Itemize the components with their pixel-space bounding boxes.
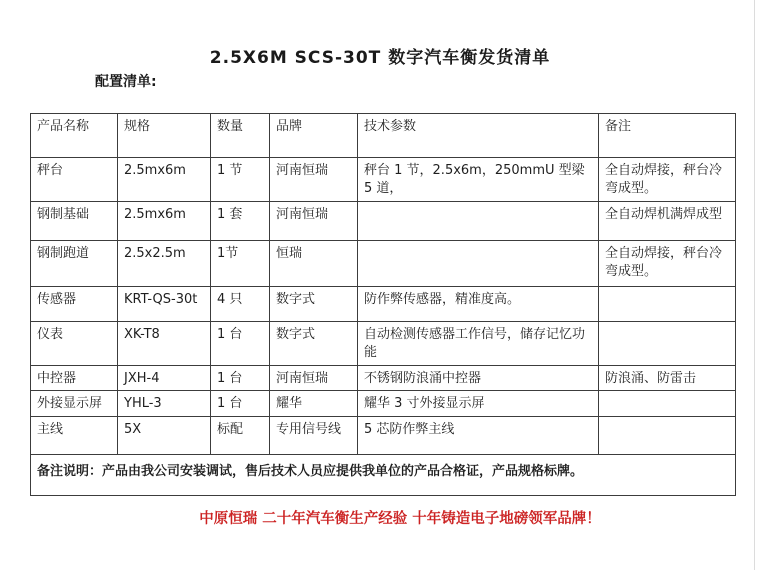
spec-cell: 2.5x2.5m [118, 240, 211, 286]
column-header: 技术参数 [358, 114, 599, 158]
spec-cell: KRT-QS-30t [118, 286, 211, 321]
quantity-cell: 1 台 [211, 321, 270, 365]
tech-params-cell: 耀华 3 寸外接显示屏 [358, 391, 599, 416]
note-cell: 备注说明：产品由我公司安装调试，售后技术人员应提供我单位的产品合格证，产品规格标牌。 [31, 454, 736, 495]
tech-params-cell: 自动检测传感器工作信号，储存记忆功能 [358, 321, 599, 365]
table-row [31, 321, 736, 365]
spec-table-body [31, 114, 736, 496]
quantity-cell: 1 台 [211, 391, 270, 416]
product-name-cell: 秤台 [31, 158, 118, 202]
remark-cell [599, 416, 736, 454]
product-name-cell: 主线 [31, 416, 118, 454]
brand-cell: 专用信号线 [270, 416, 358, 454]
brand-cell: 河南恒瑞 [270, 201, 358, 240]
brand-cell: 河南恒瑞 [270, 158, 358, 202]
column-header: 品牌 [270, 114, 358, 158]
brand-slogan: 中原恒瑞 二十年汽车衡生产经验 十年铸造电子地磅领军品牌！ [199, 511, 601, 527]
table-row [31, 365, 736, 390]
note-row [31, 454, 736, 495]
brand-cell: 耀华 [270, 391, 358, 416]
column-header: 规格 [118, 114, 211, 158]
brand-cell: 恒瑞 [270, 240, 358, 286]
product-name-cell: 钢制跑道 [31, 240, 118, 286]
remark-cell: 防浪涌、防雷击 [599, 365, 736, 390]
product-name-cell: 钢制基础 [31, 201, 118, 240]
config-list-label: 配置清单: [95, 74, 157, 90]
table-row [31, 391, 736, 416]
quantity-cell: 1 台 [211, 365, 270, 390]
quantity-cell: 1节 [211, 240, 270, 286]
tech-params-cell [358, 201, 599, 240]
remark-cell: 全自动焊接，秤台冷弯成型。 [599, 158, 736, 202]
remark-cell [599, 286, 736, 321]
remark-cell: 全自动焊接，秤台冷弯成型。 [599, 240, 736, 286]
product-name-cell: 仪表 [31, 321, 118, 365]
table-row [31, 286, 736, 321]
product-name-cell: 外接显示屏 [31, 391, 118, 416]
spec-cell: YHL-3 [118, 391, 211, 416]
column-header: 备注 [599, 114, 736, 158]
tech-params-cell [358, 240, 599, 286]
brand-cell: 数字式 [270, 321, 358, 365]
page-edge-line [754, 0, 755, 570]
table-row [31, 240, 736, 286]
tech-params-cell: 防作弊传感器，精准度高。 [358, 286, 599, 321]
document-title: 2.5X6M SCS-30T 数字汽车衡发货清单 [209, 48, 551, 68]
spec-cell: 2.5mx6m [118, 201, 211, 240]
spec-cell: JXH-4 [118, 365, 211, 390]
table-row [31, 201, 736, 240]
brand-cell: 河南恒瑞 [270, 365, 358, 390]
column-header: 数量 [211, 114, 270, 158]
spec-cell: XK-T8 [118, 321, 211, 365]
table-row [31, 416, 736, 454]
remark-cell [599, 391, 736, 416]
product-name-cell: 传感器 [31, 286, 118, 321]
tech-params-cell: 秤台 1 节，2.5x6m，250mmU 型梁 5 道， [358, 158, 599, 202]
spec-cell: 2.5mx6m [118, 158, 211, 202]
quantity-cell: 4 只 [211, 286, 270, 321]
column-header: 产品名称 [31, 114, 118, 158]
product-name-cell: 中控器 [31, 365, 118, 390]
quantity-cell: 1 套 [211, 201, 270, 240]
spec-table [30, 113, 736, 496]
spec-cell: 5X [118, 416, 211, 454]
table-header-row [31, 114, 736, 158]
remark-cell: 全自动焊机满焊成型 [599, 201, 736, 240]
tech-params-cell: 不锈钢防浪涌中控器 [358, 365, 599, 390]
tech-params-cell: 5 芯防作弊主线 [358, 416, 599, 454]
quantity-cell: 标配 [211, 416, 270, 454]
table-row [31, 158, 736, 202]
remark-cell [599, 321, 736, 365]
brand-cell: 数字式 [270, 286, 358, 321]
quantity-cell: 1 节 [211, 158, 270, 202]
